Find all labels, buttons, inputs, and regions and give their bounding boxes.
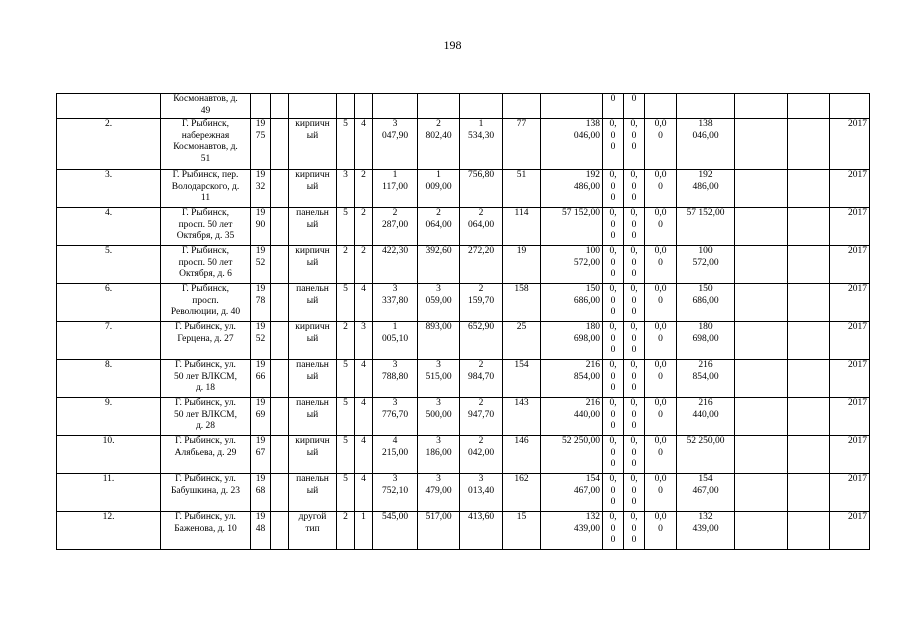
table-row bbox=[57, 474, 870, 512]
table-cell bbox=[271, 94, 289, 119]
table-cell bbox=[735, 360, 788, 398]
table-cell: 154 bbox=[503, 360, 541, 398]
table-cell: 100 572,00 bbox=[677, 246, 735, 284]
table-cell: Г. Рыбинск, ул. 50 лет ВЛКСМ, д. 28 bbox=[161, 398, 251, 436]
table-cell: 756,80 bbox=[460, 170, 503, 208]
table-cell: 0, 0 0 bbox=[603, 208, 624, 246]
table-cell: 5 bbox=[337, 398, 355, 436]
table-cell: 0, 0 0 bbox=[603, 512, 624, 550]
table-cell: Космонавтов, д. 49 bbox=[161, 94, 251, 119]
table-cell bbox=[373, 94, 418, 119]
table-cell bbox=[788, 398, 830, 436]
table-cell bbox=[735, 398, 788, 436]
table-cell bbox=[289, 94, 337, 119]
table-cell: 154 467,00 bbox=[541, 474, 603, 512]
table-cell: 4 bbox=[355, 284, 373, 322]
table-cell bbox=[57, 94, 161, 119]
table-cell: 2 064,00 bbox=[418, 208, 460, 246]
table-cell: 2 bbox=[355, 208, 373, 246]
table-cell: 2017 bbox=[830, 119, 870, 170]
table-row bbox=[57, 246, 870, 284]
table-cell: 0, 0 0 bbox=[603, 360, 624, 398]
table-cell bbox=[271, 322, 289, 360]
table-cell: 77 bbox=[503, 119, 541, 170]
table-cell: 652,90 bbox=[460, 322, 503, 360]
table-cell: 3 788,80 bbox=[373, 360, 418, 398]
table-cell: 413,60 bbox=[460, 512, 503, 550]
table-cell: 5. bbox=[57, 246, 161, 284]
table-cell bbox=[788, 322, 830, 360]
table-cell: 100 572,00 bbox=[541, 246, 603, 284]
table-cell: панельн ый bbox=[289, 284, 337, 322]
table-cell bbox=[271, 436, 289, 474]
table-cell bbox=[788, 246, 830, 284]
table-cell: 0, 0 0 bbox=[624, 246, 645, 284]
table-cell: 12. bbox=[57, 512, 161, 550]
table-cell: 2. bbox=[57, 119, 161, 170]
table-cell: 2017 bbox=[830, 436, 870, 474]
table-cell bbox=[788, 474, 830, 512]
table-cell: 2 bbox=[337, 512, 355, 550]
table-cell: 216 440,00 bbox=[541, 398, 603, 436]
table-cell bbox=[830, 94, 870, 119]
table-cell bbox=[271, 360, 289, 398]
table-cell: 2 159,70 bbox=[460, 284, 503, 322]
table-cell: 0,0 0 bbox=[645, 208, 677, 246]
table-cell: 0, 0 0 bbox=[603, 474, 624, 512]
table-cell bbox=[271, 398, 289, 436]
table-cell: 114 bbox=[503, 208, 541, 246]
table-cell: 1 005,10 bbox=[373, 322, 418, 360]
table-cell bbox=[645, 94, 677, 119]
table-cell: 0, 0 0 bbox=[624, 474, 645, 512]
table-cell: 2 947,70 bbox=[460, 398, 503, 436]
table-cell: кирпичн ый bbox=[289, 246, 337, 284]
table-cell: 1 009,00 bbox=[418, 170, 460, 208]
table-cell bbox=[735, 436, 788, 474]
table-cell: 1 bbox=[355, 512, 373, 550]
table-cell bbox=[271, 119, 289, 170]
table-cell: 0,0 0 bbox=[645, 119, 677, 170]
table-cell: 0,0 0 bbox=[645, 360, 677, 398]
table-cell: 192 486,00 bbox=[541, 170, 603, 208]
table-cell: 19 32 bbox=[251, 170, 271, 208]
table-cell: 0, 0 0 bbox=[624, 322, 645, 360]
table-cell: панельн ый bbox=[289, 398, 337, 436]
table-cell: 3 752,10 bbox=[373, 474, 418, 512]
table-cell: 154 467,00 bbox=[677, 474, 735, 512]
table-row bbox=[57, 208, 870, 246]
table-cell: 0, 0 0 bbox=[603, 322, 624, 360]
table-cell: 15 bbox=[503, 512, 541, 550]
table-cell: 5 bbox=[337, 436, 355, 474]
table-cell: 0, 0 0 bbox=[624, 398, 645, 436]
table-cell bbox=[788, 119, 830, 170]
table-cell bbox=[788, 284, 830, 322]
table-cell: панельн ый bbox=[289, 360, 337, 398]
table-cell: 2017 bbox=[830, 360, 870, 398]
table-cell: 4 bbox=[355, 360, 373, 398]
table-row bbox=[57, 512, 870, 550]
table-cell bbox=[541, 94, 603, 119]
table-cell: 3 bbox=[355, 322, 373, 360]
table-cell: 5 bbox=[337, 360, 355, 398]
table-cell: 0, 0 0 bbox=[624, 512, 645, 550]
table-cell: 180 698,00 bbox=[541, 322, 603, 360]
table-cell: 10. bbox=[57, 436, 161, 474]
table-cell bbox=[503, 94, 541, 119]
table-cell: Г. Рыбинск, ул. Герцена, д. 27 bbox=[161, 322, 251, 360]
table-cell: 0, 0 0 bbox=[603, 119, 624, 170]
table-cell: 0 bbox=[624, 94, 645, 119]
table-cell: 3 047,90 bbox=[373, 119, 418, 170]
table-cell: 19 67 bbox=[251, 436, 271, 474]
table-cell: 0,0 0 bbox=[645, 474, 677, 512]
table-cell bbox=[271, 512, 289, 550]
table-cell: 52 250,00 bbox=[541, 436, 603, 474]
table-cell: 3 500,00 bbox=[418, 398, 460, 436]
table-cell: 2 287,00 bbox=[373, 208, 418, 246]
table-cell bbox=[251, 94, 271, 119]
table-cell: 2 042,00 bbox=[460, 436, 503, 474]
table-row bbox=[57, 322, 870, 360]
table-cell: 0 bbox=[603, 94, 624, 119]
table-cell: 272,20 bbox=[460, 246, 503, 284]
table-cell: 0, 0 0 bbox=[624, 436, 645, 474]
table-cell: 4 bbox=[355, 474, 373, 512]
table-cell: 19 78 bbox=[251, 284, 271, 322]
table-cell: Г. Рыбинск, просп. 50 лет Октября, д. 35 bbox=[161, 208, 251, 246]
table-cell: кирпичн ый bbox=[289, 170, 337, 208]
table-cell: 3. bbox=[57, 170, 161, 208]
table-cell: 192 486,00 bbox=[677, 170, 735, 208]
table-cell: 0, 0 0 bbox=[603, 246, 624, 284]
table-cell: 0,0 0 bbox=[645, 436, 677, 474]
table-cell: другой тип bbox=[289, 512, 337, 550]
table-cell: 180 698,00 bbox=[677, 322, 735, 360]
table-cell: 422,30 bbox=[373, 246, 418, 284]
housing-table bbox=[56, 93, 870, 550]
table-cell: 0,0 0 bbox=[645, 246, 677, 284]
table-row bbox=[57, 119, 870, 170]
table-cell: 4 bbox=[355, 436, 373, 474]
table-cell: 9. bbox=[57, 398, 161, 436]
table-cell bbox=[271, 208, 289, 246]
table-cell: 392,60 bbox=[418, 246, 460, 284]
table-cell bbox=[735, 208, 788, 246]
table-cell bbox=[788, 208, 830, 246]
table-cell: 19 75 bbox=[251, 119, 271, 170]
table-cell: 6. bbox=[57, 284, 161, 322]
table-cell: 150 686,00 bbox=[541, 284, 603, 322]
table-cell: 52 250,00 bbox=[677, 436, 735, 474]
table-cell: 19 bbox=[503, 246, 541, 284]
table-cell: 0,0 0 bbox=[645, 398, 677, 436]
table-cell: 3 bbox=[337, 170, 355, 208]
table-row bbox=[57, 94, 870, 119]
table-cell: 2017 bbox=[830, 284, 870, 322]
table-cell: 5 bbox=[337, 474, 355, 512]
table-cell: 0, 0 0 bbox=[603, 284, 624, 322]
table-cell: 2017 bbox=[830, 170, 870, 208]
table-cell: кирпичн ый bbox=[289, 119, 337, 170]
table-cell: 0, 0 0 bbox=[603, 436, 624, 474]
table-cell: Г. Рыбинск, набережная Космонавтов, д. 51 bbox=[161, 119, 251, 170]
table-cell: 7. bbox=[57, 322, 161, 360]
table-cell: 19 69 bbox=[251, 398, 271, 436]
table-cell: 132 439,00 bbox=[677, 512, 735, 550]
table-cell bbox=[337, 94, 355, 119]
table-cell bbox=[355, 94, 373, 119]
table-cell: 3 186,00 bbox=[418, 436, 460, 474]
table-cell bbox=[788, 94, 830, 119]
table-cell bbox=[735, 170, 788, 208]
table-cell bbox=[788, 170, 830, 208]
table-cell: 25 bbox=[503, 322, 541, 360]
table-cell: 5 bbox=[337, 119, 355, 170]
table-cell: 5 bbox=[337, 208, 355, 246]
table-cell: 3 013,40 bbox=[460, 474, 503, 512]
table-cell: кирпичн ый bbox=[289, 436, 337, 474]
table-cell bbox=[735, 94, 788, 119]
table-cell: 4 bbox=[355, 398, 373, 436]
table-cell bbox=[735, 322, 788, 360]
table-cell: 0, 0 0 bbox=[624, 284, 645, 322]
table-cell: 57 152,00 bbox=[541, 208, 603, 246]
table-cell: 0,0 0 bbox=[645, 512, 677, 550]
table-cell bbox=[460, 94, 503, 119]
table-cell: 0,0 0 bbox=[645, 284, 677, 322]
table-cell: 162 bbox=[503, 474, 541, 512]
table-cell: 545,00 bbox=[373, 512, 418, 550]
table-cell: 2 064,00 bbox=[460, 208, 503, 246]
table-cell: 19 52 bbox=[251, 322, 271, 360]
table-cell: кирпичн ый bbox=[289, 322, 337, 360]
table-cell: 150 686,00 bbox=[677, 284, 735, 322]
table-cell: 143 bbox=[503, 398, 541, 436]
table-cell: 216 440,00 bbox=[677, 398, 735, 436]
table-cell: Г. Рыбинск, просп. 50 лет Октября, д. 6 bbox=[161, 246, 251, 284]
table-cell: 19 48 bbox=[251, 512, 271, 550]
table-row bbox=[57, 170, 870, 208]
table-cell: 0, 0 0 bbox=[624, 119, 645, 170]
table-cell: 4 215,00 bbox=[373, 436, 418, 474]
table-cell: 3 479,00 bbox=[418, 474, 460, 512]
table-cell: 0,0 0 bbox=[645, 170, 677, 208]
table-row bbox=[57, 360, 870, 398]
table-cell: панельн ый bbox=[289, 208, 337, 246]
table-cell bbox=[788, 360, 830, 398]
table-cell: Г. Рыбинск, просп. Революции, д. 40 bbox=[161, 284, 251, 322]
table-cell bbox=[735, 119, 788, 170]
table-cell bbox=[735, 246, 788, 284]
table-cell bbox=[271, 246, 289, 284]
table-cell: 0, 0 0 bbox=[624, 360, 645, 398]
table-cell: 2017 bbox=[830, 398, 870, 436]
table-cell: 11. bbox=[57, 474, 161, 512]
table-cell bbox=[735, 474, 788, 512]
table-cell: 3 776,70 bbox=[373, 398, 418, 436]
table-cell bbox=[788, 436, 830, 474]
table-row bbox=[57, 436, 870, 474]
table-cell bbox=[271, 474, 289, 512]
table-cell: 2 984,70 bbox=[460, 360, 503, 398]
table-cell bbox=[418, 94, 460, 119]
table-cell: панельн ый bbox=[289, 474, 337, 512]
table-cell: 2017 bbox=[830, 512, 870, 550]
table-cell: Г. Рыбинск, ул. Баженова, д. 10 bbox=[161, 512, 251, 550]
table-cell: 57 152,00 bbox=[677, 208, 735, 246]
table-cell: 517,00 bbox=[418, 512, 460, 550]
table-cell: 19 52 bbox=[251, 246, 271, 284]
table-cell: 2017 bbox=[830, 322, 870, 360]
table-cell: 1 117,00 bbox=[373, 170, 418, 208]
table-cell: 2017 bbox=[830, 474, 870, 512]
table-cell: 0,0 0 bbox=[645, 322, 677, 360]
table-cell: 2 bbox=[337, 322, 355, 360]
table-cell: 0, 0 0 bbox=[603, 170, 624, 208]
table-cell: 19 90 bbox=[251, 208, 271, 246]
table-cell: 8. bbox=[57, 360, 161, 398]
table-cell bbox=[677, 94, 735, 119]
page-number: 198 bbox=[443, 38, 462, 52]
table-cell: 0, 0 0 bbox=[603, 398, 624, 436]
table-cell: 146 bbox=[503, 436, 541, 474]
table-cell: 893,00 bbox=[418, 322, 460, 360]
table-cell bbox=[735, 512, 788, 550]
table-cell: 5 bbox=[337, 284, 355, 322]
table-cell: Г. Рыбинск, ул. Бабушкина, д. 23 bbox=[161, 474, 251, 512]
table-cell: 3 059,00 bbox=[418, 284, 460, 322]
table-row bbox=[57, 398, 870, 436]
table-cell: 2 802,40 bbox=[418, 119, 460, 170]
table-cell: 0, 0 0 bbox=[624, 170, 645, 208]
table-cell: Г. Рыбинск, пер. Володарского, д. 11 bbox=[161, 170, 251, 208]
table-cell: 216 854,00 bbox=[541, 360, 603, 398]
table-cell: 216 854,00 bbox=[677, 360, 735, 398]
table-cell: 3 337,80 bbox=[373, 284, 418, 322]
table-cell: 158 bbox=[503, 284, 541, 322]
table-cell bbox=[271, 170, 289, 208]
table-cell: 19 66 bbox=[251, 360, 271, 398]
table-cell: 4. bbox=[57, 208, 161, 246]
table-cell: 2 bbox=[355, 246, 373, 284]
table-row bbox=[57, 284, 870, 322]
table-cell: 4 bbox=[355, 119, 373, 170]
table-cell: 51 bbox=[503, 170, 541, 208]
table-cell: Г. Рыбинск, ул. Алябьева, д. 29 bbox=[161, 436, 251, 474]
table-cell: 19 68 bbox=[251, 474, 271, 512]
table-cell: 2017 bbox=[830, 208, 870, 246]
table-cell: 138 046,00 bbox=[677, 119, 735, 170]
table-cell: 3 515,00 bbox=[418, 360, 460, 398]
table-cell: 138 046,00 bbox=[541, 119, 603, 170]
table-cell: 2 bbox=[337, 246, 355, 284]
table-cell: 2 bbox=[355, 170, 373, 208]
table-cell: 0, 0 0 bbox=[624, 208, 645, 246]
table-cell bbox=[788, 512, 830, 550]
table-cell bbox=[735, 284, 788, 322]
table-cell: 1 534,30 bbox=[460, 119, 503, 170]
table-cell: 2017 bbox=[830, 246, 870, 284]
table-cell: Г. Рыбинск, ул. 50 лет ВЛКСМ, д. 18 bbox=[161, 360, 251, 398]
table-cell: 132 439,00 bbox=[541, 512, 603, 550]
table-cell bbox=[271, 284, 289, 322]
